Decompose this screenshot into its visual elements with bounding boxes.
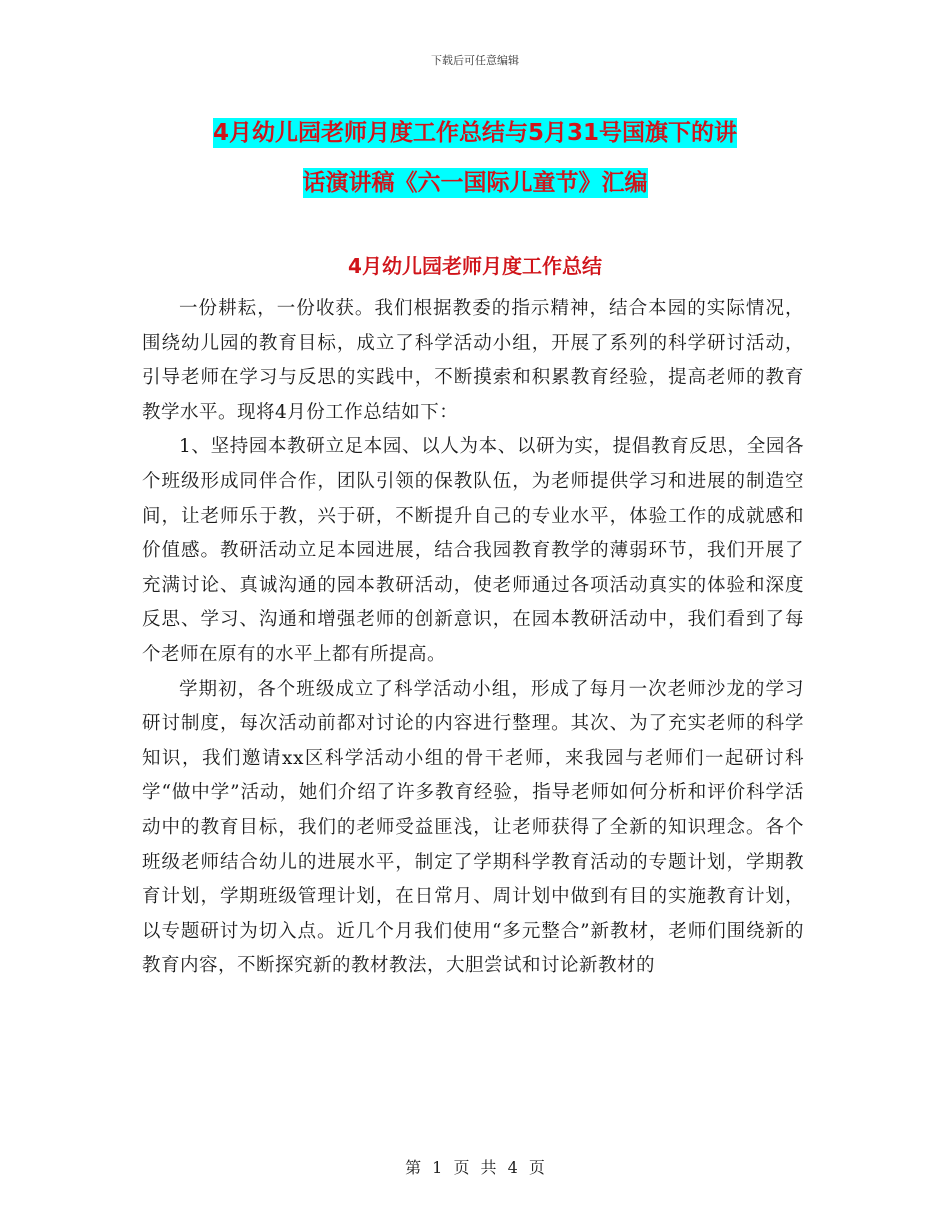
header-note: 下载后可任意编辑 [431,54,519,67]
title-line-1: 4月幼儿园老师月度工作总结与5月31号国旗下的讲 [212,120,737,146]
document-title [120,108,830,208]
section-title: 4月幼儿园老师月度工作总结 [348,254,602,278]
paragraph-2: 1、坚持园本教研立足本园、以人为本、以研为实，提倡教育反思，全园各个班级形成同伴合作，团队引领的保教队伍，为老师提供学习和进展的制造空间，让老师乐于教，兴于研，不断提升自己的专业水平，体验工作的成就感和价值感。教研活动立足本园进展，结合我园教育教学的薄弱环节，我们开展了充满讨论、真诚沟通的园本教研活动，使老师通过各项活动真实的体验和深度反思、学习、沟通和增强老师的创新意识，在园本教研活动中，我们看到了每个老师在原有的水平上都有所提高。 [142,436,804,665]
page-footer: 第 1 页 共 4 页 [405,1158,545,1177]
paragraph-3: 学期初，各个班级成立了科学活动小组，形成了每月一次老师沙龙的学习研讨制度，每次活动前都对讨论的内容进行整理。其次、为了充实老师的科学知识，我们邀请xx区科学活动小组的骨干老师，来我园与老师们一起研讨科学“做中学”活动，她们介绍了许多教育经验，指导老师如何分析和评价科学活动中的教育目标，我们的老师受益匪浅，让老师获得了全新的知识理念。各个班级老师结合幼儿的进展水平，制定了学期科学教育活动的专题计划，学期教育计划，学期班级管理计划，在日常月、周计划中做到有目的实施教育计划，以专题研讨为切入点。近几个月我们使用“多元整合”新教材，老师们围绕新的教育内容，不断探究新的教材教法，大胆尝试和讨论新教材的 [142,678,804,977]
paragraph-1: 一份耕耘，一份收获。我们根据教委的指示精神，结合本园的实际情况，围绕幼儿园的教育目标，成立了科学活动小组，开展了系列的科学研讨活动，引导老师在学习与反思的实践中，不断摸索和积累教育经验，提高老师的教育教学水平。现将4月份工作总结如下： [142,298,804,423]
body-text [142,292,804,984]
title-line-2: 话演讲稿《六一国际儿童节》汇编 [302,170,648,196]
